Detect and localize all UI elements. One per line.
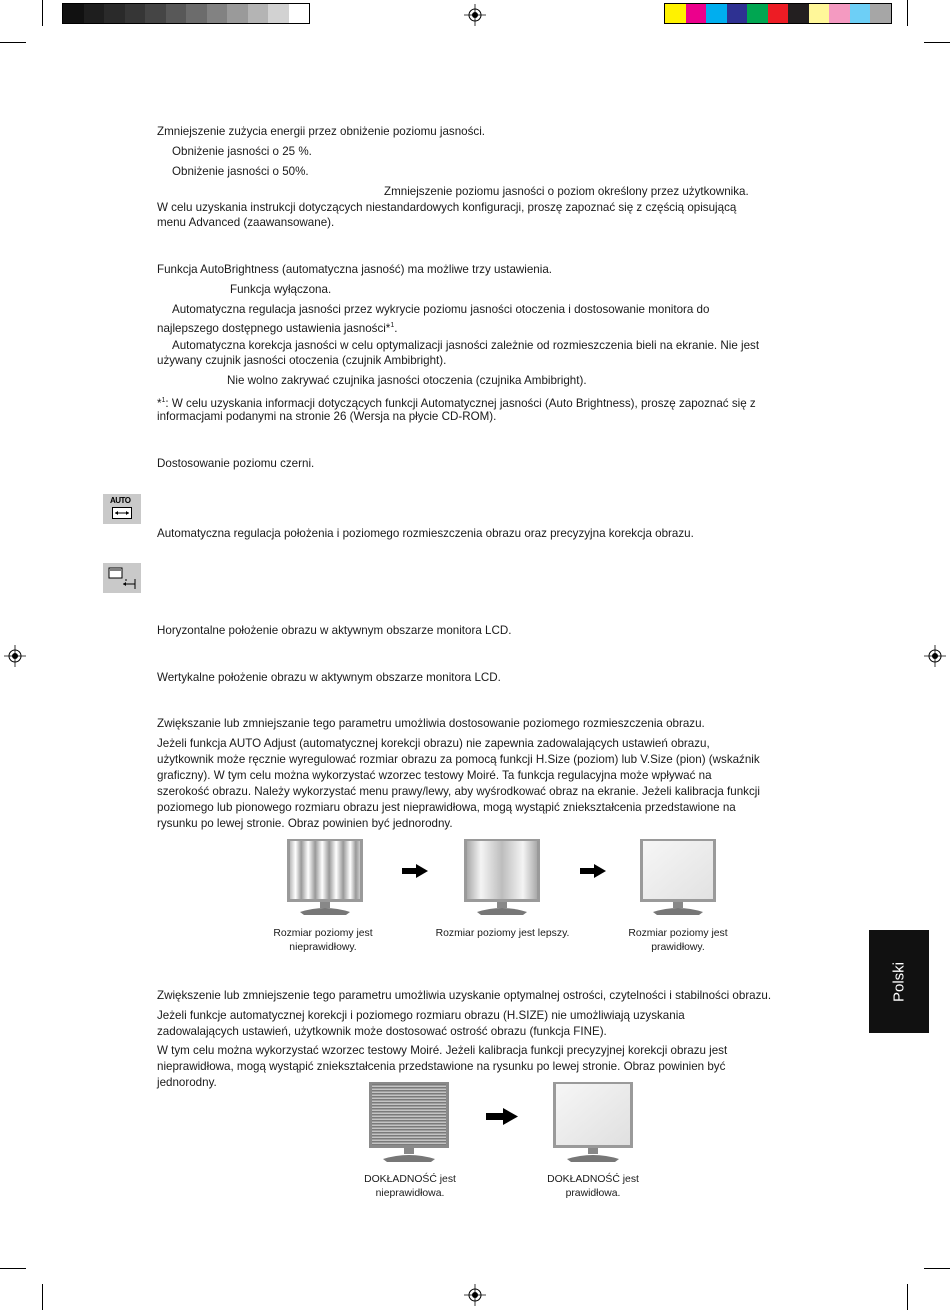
fine-line: jednorodny. (157, 1076, 217, 1089)
h-size-line: poziomego lub pionowego rozmiaru obrazu jest nieprawidłowa, mogą wystąpić zniekształcenia przedstawione na (157, 801, 736, 814)
calibration-swatch (788, 4, 809, 23)
fine-intro: Zwiększenie lub zmniejszenie tego parametru umożliwia uzyskanie optymalnej ostrości, czytelności i stabilności obrazu. (157, 989, 772, 1002)
energy-note: menu Advanced (zaawansowane). (157, 216, 335, 229)
h-position-text: Horyzontalne położenie obrazu w aktywnym obszarze monitora LCD. (157, 624, 512, 637)
crop-mark (42, 0, 43, 26)
crop-mark (924, 1268, 950, 1269)
calibration-swatch (186, 4, 207, 23)
crop-mark (907, 1284, 908, 1310)
energy-option-50: Obniżenie jasności o 50%. (172, 165, 309, 178)
fine-line: zadowalających ustawień, użytkownik może dostosować ostrość obrazu (funkcja FINE). (157, 1025, 607, 1038)
autobrightness-ambient: Automatyczna regulacja jasności przez wykrycie poziomu jasności otoczenia i dostosowanie monitora do (172, 303, 710, 316)
calibration-swatch (207, 4, 228, 23)
auto-adjust-text: Automatyczna regulacja położenia i poziomego rozmieszczenia obrazu oraz precyzyjna korekcja obrazu. (157, 527, 694, 540)
h-size-line: Jeżeli funkcja AUTO Adjust (automatycznej korekcji obrazu) nie zapewnia zadowalających ustawień obrazu, (157, 737, 710, 750)
h-size-line: graficzny). W tym celu można wykorzystać wzorzec testowy Moiré. Ta funkcja regulacyjna może wpływać na (157, 769, 712, 782)
crop-mark (924, 42, 950, 43)
calibration-swatch (166, 4, 187, 23)
calibration-swatch (870, 4, 891, 23)
calibration-swatch (289, 4, 310, 23)
arrow-right-icon (486, 1108, 518, 1125)
monitor-correct-fine (552, 1081, 634, 1165)
registration-mark-icon (924, 645, 946, 667)
caption-fine-correct: DOKŁADNOŚĆ jest prawidłowa. (547, 1174, 639, 1199)
crop-mark (0, 42, 26, 43)
h-size-line: rysunku po lewej stronie. Obraz powinien być jednorodny. (157, 817, 453, 830)
calibration-swatch (686, 4, 707, 23)
language-tab (869, 930, 929, 1033)
caption-hsize-correct: Rozmiar poziomy jest prawidłowy. (628, 928, 728, 953)
registration-mark-icon (4, 645, 26, 667)
crop-mark (0, 1268, 26, 1269)
crop-mark (907, 0, 908, 26)
calibration-swatch (125, 4, 146, 23)
autobrightness-footnote: *$^1$: W celu uzyskania informacji dotyczących funkcji Automatycznej jasności (Auto Brightness), proszę zapoznać się z (157, 396, 756, 410)
monitor-correct-hsize (639, 838, 717, 918)
energy-intro: Zmniejszenie zużycia energii przez obniżenie poziomu jasności. (157, 125, 486, 138)
black-level-text: Dostosowanie poziomu czerni. (157, 457, 315, 470)
calibration-swatch (850, 4, 871, 23)
energy-option-custom: Zmniejszenie poziomu jasności o poziom określony przez użytkownika. (384, 185, 749, 198)
arrow-right-icon (402, 864, 428, 878)
autobrightness-warning: Nie wolno zakrywać czujnika jasności otoczenia (czujnika Ambibright). (227, 374, 587, 387)
fine-line: W tym celu można wykorzystać wzorzec testowy Moiré. Jeżeli kalibracja funkcji precyzyjnej korekcji obrazu jest (157, 1044, 728, 1057)
h-size-line: użytkownik może ręcznie wyregulować rozmiar obrazu za pomocą funkcji H.Size (poziom) lub V.Size (pion) (wskaźnik (157, 753, 760, 766)
calibration-swatch (227, 4, 248, 23)
autobrightness-ambient: najlepszego dostępnego ustawienia jasności*$^1$. (157, 321, 398, 335)
h-size-line: szerokość obrazu. Należy wykorzystać menu prawy/lewy, aby wyśrodkować obraz na ekranie. Jeżeli kalibracja funkcji (157, 785, 760, 798)
language-tab-label: Polski (890, 961, 908, 1002)
position-icon (103, 563, 141, 593)
calibration-swatch (747, 4, 768, 23)
arrow-right-icon (580, 864, 606, 878)
calibration-swatch (768, 4, 789, 23)
registration-mark-icon (464, 4, 486, 26)
energy-option-25: Obniżenie jasności o 25 %. (172, 145, 312, 158)
autobrightness-white: Automatyczna korekcja jasności w celu optymalizacji jasności zależnie od rozmieszczenia bieli na ekranie. Nie jest (172, 339, 760, 352)
calibration-swatch (727, 4, 748, 23)
caption-hsize-incorrect: Rozmiar poziomy jest nieprawidłowy. (273, 928, 373, 953)
calibration-swatch (248, 4, 269, 23)
caption-hsize-better: Rozmiar poziomy jest lepszy. (435, 928, 570, 939)
fine-line: nieprawidłowa, mogą wystąpić zniekształcenia przedstawione na rysunku po lewej stronie. Obraz powinien być (157, 1060, 726, 1073)
grayscale-calibration-bar (62, 3, 310, 24)
calibration-swatch (268, 4, 289, 23)
color-calibration-bar (664, 3, 892, 24)
monitor-incorrect-hsize (286, 838, 364, 918)
auto-adjust-icon: AUTO (103, 494, 141, 524)
registration-mark-icon (464, 1284, 486, 1306)
calibration-swatch (809, 4, 830, 23)
autobrightness-off: Funkcja wyłączona. (230, 283, 332, 296)
autobrightness-white: używany czujnik jasności otoczenia (czujnik Ambibright). (157, 354, 447, 367)
calibration-swatch (706, 4, 727, 23)
autobrightness-footnote: informacjami podanymi na stronie 26 (Wersja na płycie CD-ROM). (157, 410, 497, 423)
energy-note: W celu uzyskania instrukcji dotyczących niestandardowych konfiguracji, proszę zapoznać się z częścią opisującą (157, 201, 737, 214)
autobrightness-intro: Funkcja AutoBrightness (automatyczna jasność) ma możliwe trzy ustawienia. (157, 263, 552, 276)
monitor-better-hsize (463, 838, 541, 918)
calibration-swatch (84, 4, 105, 23)
calibration-swatch (63, 4, 84, 23)
crop-mark (42, 1284, 43, 1310)
fine-line: Jeżeli funkcje automatycznej korekcji i poziomego rozmiaru obrazu (H.SIZE) nie umożliwiają uzyskania (157, 1009, 685, 1022)
v-position-text: Wertykalne położenie obrazu w aktywnym obszarze monitora LCD. (157, 671, 501, 684)
calibration-swatch (145, 4, 166, 23)
caption-fine-incorrect: DOKŁADNOŚĆ jest nieprawidłowa. (364, 1174, 456, 1199)
footnote-marker: 1 (390, 322, 395, 329)
h-size-intro: Zwiększanie lub zmniejszanie tego parametru umożliwia dostosowanie poziomego rozmieszczenia obrazu. (157, 717, 705, 730)
calibration-swatch (104, 4, 125, 23)
monitor-incorrect-fine (368, 1081, 450, 1165)
calibration-swatch (665, 4, 686, 23)
calibration-swatch (829, 4, 850, 23)
